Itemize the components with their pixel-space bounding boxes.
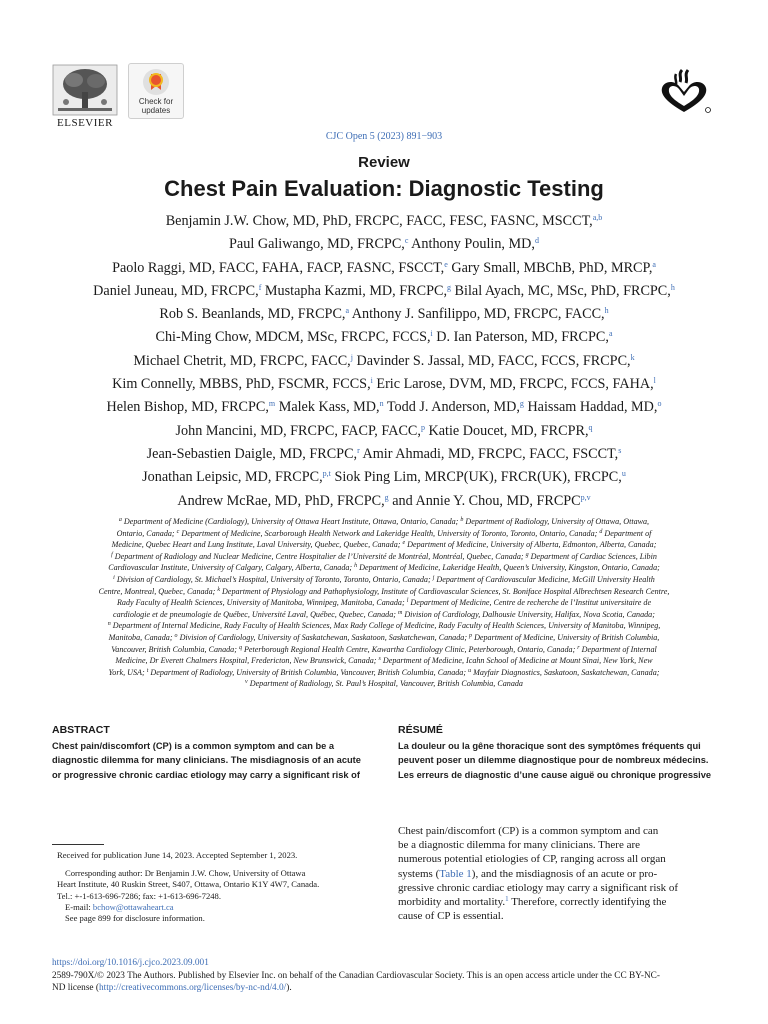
footnote-spacer — [57, 861, 377, 868]
affiliation-marker[interactable]: o — [657, 399, 662, 409]
affiliation-line — [54, 551, 714, 563]
affiliation-marker[interactable]: i — [370, 376, 373, 386]
text-segment: Department of Internal Medicine, Rady Faculty of Health Sciences, Max Rady College of Medicine, Rady Faculty of Health Sciences, University of Manitoba, Winnipeg, — [110, 621, 661, 631]
affiliation-marker[interactable]: g — [447, 282, 451, 292]
text-segment: Rady Faculty of Health Sciences, University of Manitoba, Winnipeg, Manitoba, Canada; — [116, 598, 407, 608]
affiliation-marker[interactable]: j — [350, 352, 353, 362]
affiliation-line — [54, 574, 714, 586]
affiliation-line — [54, 586, 714, 598]
check-for-updates-badge[interactable] — [128, 63, 184, 119]
text-segment: gressive chronic cardiac etiology may carry a significant risk of — [398, 881, 679, 894]
text-segment: numerous potential etiologies of CP, ranging across all organ — [398, 853, 666, 866]
text-segment: Manitoba, Canada; — [108, 632, 175, 642]
affiliation-list — [54, 516, 714, 690]
license-suffix: ). — [286, 982, 292, 993]
license-line-2 — [52, 983, 722, 995]
affiliation-marker[interactable]: u — [468, 667, 472, 674]
affiliation-marker[interactable]: p — [420, 422, 425, 432]
affiliation-marker[interactable]: l — [406, 598, 409, 605]
text-segment: Ontario, Canada; — [116, 528, 177, 538]
text-segment: Benjamin J.W. Chow, MD, PhD, FRCPC, FACC, FESC, FASNC, MSCCT, — [165, 213, 593, 229]
text-segment: Katie Doucet, MD, FRCPR, — [424, 422, 589, 439]
text-segment: Jonathan Leipsic, MD, FRCPC, — [142, 469, 323, 486]
text-segment: Paolo Raggi, MD, FACC, FAHA, FACP, FASNC, FSCCT, — [112, 259, 445, 276]
author-line — [40, 303, 728, 326]
affiliation-line — [54, 655, 714, 667]
license-line-1: 2589-790X/© 2023 The Authors. Published by Elsevier Inc. on behalf of the Canadian Cardiovascular Society. This is an open access article under the CC BY-NC- — [52, 971, 660, 981]
text-segment: Centre, Montreal, Quebec, Canada; — [98, 586, 218, 596]
resume-line: La douleur ou la gêne thoracique sont des symptômes fréquents qui — [398, 741, 701, 751]
text-segment: Davinder S. Jassal, MD, FACC, FCCS, FRCPC, — [352, 352, 631, 369]
affiliation-marker[interactable]: a — [608, 329, 613, 339]
publisher-name: ELSEVIER — [57, 117, 113, 129]
text-segment: Department of Medicine, Scarborough Health Network and Lakeridge Health, University of Toronto, Toronto, Ontario, Canada; — [179, 528, 600, 538]
text-segment: morbidity and mortality. — [398, 896, 506, 909]
affiliation-marker[interactable]: o — [174, 632, 178, 639]
affiliation-line — [54, 678, 714, 690]
text-segment: Helen Bishop, MD, FRCPC, — [106, 399, 269, 416]
author-list — [40, 210, 728, 513]
author-line — [40, 420, 728, 443]
text-segment: Rob S. Beanlands, MD, FRCPC, — [159, 306, 346, 323]
text-segment: and Annie Y. Chou, MD, FRCPC — [388, 492, 581, 509]
corresponding-author: Corresponding author: Dr Benjamin J.W. Chow, University of Ottawa — [65, 868, 306, 879]
affiliation-marker[interactable]: p,t — [322, 469, 331, 479]
journal-citation[interactable]: CJC Open 5 (2023) 891−903 — [325, 131, 443, 142]
affiliation-marker[interactable]: g — [519, 399, 524, 409]
text-segment: York, USA; — [108, 667, 147, 677]
affiliation-marker[interactable]: a — [118, 517, 122, 523]
affiliation-line — [54, 620, 714, 632]
text-segment: Amir Ahmadi, MD, FRCPC, FACC, FSCCT, — [359, 445, 619, 462]
author-line — [40, 257, 728, 280]
body-line — [398, 838, 716, 852]
affiliation-marker[interactable]: h — [670, 282, 675, 292]
doi-link[interactable]: https://doi.org/10.1016/j.cjco.2023.09.001 — [52, 958, 209, 968]
abstract-line: Chest pain/discomfort (CP) is a common symptom and can be a — [52, 741, 335, 751]
affiliation-line — [54, 539, 714, 551]
text-segment: John Mancini, MD, FRCPC, FACP, FACC, — [175, 422, 421, 439]
affiliation-marker[interactable]: q — [588, 422, 593, 432]
affiliation-marker[interactable]: c — [176, 528, 180, 535]
affiliation-marker[interactable]: p,v — [580, 492, 591, 502]
license-url-link[interactable]: http://creativecommons.org/licenses/by-nc-nd/4.0/ — [98, 982, 287, 993]
bookmark-update-icon — [142, 68, 170, 96]
corresponding-phone: Tel.: +-1-613-696-7286; fax: +1-613-696-7248. — [57, 890, 221, 901]
text-segment: Department of Medicine, University of Alberta, Edmonton, Alberta, Canada; — [405, 540, 657, 550]
disclosure-note: See page 899 for disclosure information. — [65, 913, 205, 924]
text-segment: Division of Cardiology, St. Michael’s Hospital, University of Toronto, Toronto, Ontario, Canada; — [114, 574, 433, 584]
text-segment: Medicine, Dr Everett Chalmers Hospital, Fredericton, New Brunswick, Canada; — [115, 656, 379, 666]
footnote-divider — [52, 844, 104, 845]
text-segment: Andrew McRae, MD, PhD, FRCPC, — [177, 492, 385, 509]
text-segment: Department of Radiology, St. Paul’s Hospital, Vancouver, British Columbia, Canada — [247, 679, 523, 689]
footnotes — [57, 850, 377, 924]
elsevier-logo — [52, 64, 118, 130]
elsevier-tree-icon — [52, 64, 118, 116]
affiliation-marker[interactable]: q — [238, 644, 242, 651]
body-intro-text — [398, 824, 716, 923]
text-segment: Malek Kass, MD, — [275, 399, 380, 416]
text-segment: Bilal Ayach, MC, MSc, PhD, FRCPC, — [451, 282, 671, 299]
affiliation-marker[interactable]: u — [621, 469, 626, 479]
text-segment: cause of CP is essential. — [398, 910, 504, 923]
author-line — [40, 396, 728, 419]
affiliation-marker[interactable]: b — [460, 517, 464, 523]
license-prefix: ND license ( — [52, 982, 99, 993]
resume-line: peuvent poser un dilemme diagnostique pour de nombreux médecins. — [398, 755, 709, 766]
affiliation-marker[interactable]: k — [630, 352, 635, 362]
affiliation-marker[interactable]: d — [534, 236, 539, 246]
text-segment: ), and the misdiagnosis of an acute or pro- — [471, 867, 658, 880]
text-segment: Department of Medicine (Cardiology), University of Ottawa Heart Institute, Ottawa, Ontario, Canada; — [121, 517, 461, 526]
affiliation-marker[interactable]: g — [384, 492, 389, 502]
check-updates-line-1: Check for — [138, 97, 174, 106]
affiliation-marker[interactable]: r — [357, 445, 360, 455]
text-segment: Kim Connelly, MBBS, PhD, FSCMR, FCCS, — [112, 376, 371, 393]
text-segment: Anthony Poulin, MD, — [408, 236, 535, 253]
affiliation-line — [54, 632, 714, 644]
author-line — [40, 280, 728, 303]
affiliation-line — [54, 528, 714, 540]
affiliation-marker[interactable]: m — [397, 609, 403, 616]
text-segment: Gary Small, MBChB, PhD, MRCP, — [447, 259, 653, 276]
text-segment: Department of Internal — [579, 644, 657, 654]
affiliation-marker[interactable]: s — [378, 656, 381, 663]
email-line — [57, 902, 377, 913]
corresponding-address: Heart Institute, 40 Ruskin Street, S407, Ottawa, Ontario K1Y 4W7, Canada. — [57, 879, 320, 890]
text-segment: Haissam Haddad, MD, — [523, 399, 658, 416]
resume-heading: RÉSUMÉ — [398, 724, 443, 736]
affiliation-marker[interactable]: n — [379, 399, 384, 409]
affiliation-line — [54, 562, 714, 574]
affiliation-marker[interactable]: j — [432, 574, 435, 581]
affiliation-line — [54, 609, 714, 621]
text-segment: Therefore, correctly identifying the — [508, 896, 667, 909]
text-segment: Department of Medicine, University of British Columbia, — [472, 632, 660, 642]
text-segment: Department of Physiology and Pathophysiology, Institute of Cardiovascular Sciences, St. Boniface Hospital Albrechtsen Research Centre, — [220, 586, 670, 596]
cardiovascular-society-logo — [652, 66, 716, 118]
resume-text — [398, 739, 716, 782]
text-segment: Mustapha Kazmi, MD, FRCPC, — [261, 282, 447, 299]
affiliation-marker[interactable]: h — [604, 306, 609, 316]
affiliation-marker[interactable]: m — [268, 399, 276, 409]
affiliation-marker[interactable]: g — [525, 551, 529, 558]
affiliation-marker[interactable]: r — [577, 644, 580, 651]
affiliation-line — [54, 667, 714, 679]
affiliation-marker[interactable]: d — [599, 528, 603, 535]
text-segment: Department of Cardiac Sciences, Libin — [528, 551, 657, 561]
text-segment: Paul Galiwango, MD, FRCPC, — [229, 236, 405, 253]
article-title: Chest Pain Evaluation: Diagnostic Testing — [164, 176, 604, 201]
table-reference-link[interactable]: Table 1 — [439, 867, 472, 880]
affiliation-marker[interactable]: c — [404, 236, 409, 246]
affiliation-marker[interactable]: n — [107, 621, 111, 628]
text-segment: Department of — [602, 528, 652, 538]
text-segment: Department of Cardiovascular Medicine, McGill University Health — [434, 574, 655, 584]
body-line — [398, 824, 716, 838]
text-segment: cardiologie et de pneumologie de Québec, Université Laval, Québec, Quebec, Canada; — [113, 609, 398, 619]
text-segment: Department of Radiology, University of Ottawa, Ottawa, — [463, 517, 650, 526]
author-line — [40, 326, 728, 349]
affiliation-marker[interactable]: a — [652, 259, 656, 269]
abstract-line: diagnostic dilemma for many clinicians. The misdiagnosis of an acute — [52, 755, 361, 766]
text-segment: Department of Medicine, Lakeridge Health, Queen’s University, Kingston, Ontario, Canada; — [357, 563, 660, 573]
abstract-text — [52, 739, 370, 782]
text-segment: Michael Chetrit, MD, FRCPC, FACC, — [133, 352, 351, 369]
affiliation-marker[interactable]: t — [146, 667, 149, 674]
affiliation-marker[interactable]: i — [113, 574, 115, 581]
body-line — [398, 852, 716, 866]
affiliation-marker[interactable]: v — [245, 679, 248, 686]
email-link[interactable]: bchow@ottawaheart.ca — [92, 901, 174, 912]
body-line — [398, 881, 716, 895]
affiliation-marker[interactable]: p — [469, 632, 473, 639]
affiliation-marker[interactable]: f — [258, 282, 262, 292]
affiliation-marker[interactable]: e — [444, 259, 448, 269]
text-segment: be a diagnostic dilemma for many clinicians. There are — [398, 839, 641, 852]
text-segment: Cardiovascular Institute, University of Calgary, Calgary, Alberta, Canada; — [108, 563, 355, 573]
text-segment: Medicine, Quebec Heart and Lung Institute, Laval University, Quebec, Quebec, Canada; — [111, 540, 403, 550]
text-segment: Chi-Ming Chow, MDCM, MSc, FRCPC, FCCS, — [155, 329, 431, 346]
text-segment: Department of Medicine, Icahn School of Medicine at Mount Sinai, New York, New — [380, 656, 653, 666]
affiliation-marker[interactable]: a — [345, 306, 350, 316]
text-segment: Chest pain/discomfort (CP) is a common symptom and can — [398, 825, 659, 837]
affiliation-marker[interactable]: 1 — [505, 895, 509, 904]
text-segment: D. Ian Paterson, MD, FRCPC, — [432, 329, 609, 346]
affiliation-marker[interactable]: s — [618, 445, 622, 455]
text-segment: Department of Radiology and Nuclear Medicine, Centre Hospitalier de l’Université de Montréal, Montréal, Quebec, Canada; — [112, 551, 526, 561]
affiliation-line — [54, 644, 714, 656]
affiliation-marker[interactable]: i — [430, 329, 433, 339]
article-type: Review — [358, 154, 410, 171]
email-label: E-mail: — [65, 901, 93, 912]
affiliation-marker[interactable]: a,b — [592, 213, 603, 222]
text-segment: Division of Cardiology, Dalhousie University, Halifax, Nova Scotia, Canada; — [402, 609, 655, 619]
affiliation-marker[interactable]: f — [111, 551, 113, 558]
body-line — [398, 909, 716, 923]
author-line — [40, 466, 728, 489]
abstract-heading: ABSTRACT — [52, 724, 110, 736]
author-line — [40, 350, 728, 373]
text-segment: Department of Radiology, University of British Columbia, Vancouver, British Columbia, Canada; — [148, 667, 469, 677]
text-segment: Department of Medicine, Centre de recherche de l’Institut universitaire de — [408, 598, 652, 608]
affiliation-marker[interactable]: l — [653, 376, 656, 386]
body-line — [398, 895, 716, 909]
text-segment: systems ( — [398, 867, 440, 880]
resume-line: Les erreurs de diagnostic d’une cause aiguë ou chronique progressive — [398, 769, 712, 780]
author-line — [40, 443, 728, 466]
text-segment: Mayfair Diagnostics, Saskatoon, Saskatchewan, Canada; — [471, 667, 660, 677]
license-statement — [52, 971, 722, 994]
text-segment: Todd J. Anderson, MD, — [383, 399, 520, 416]
check-updates-line-2: updates — [141, 106, 171, 115]
author-line — [40, 210, 728, 233]
body-line — [398, 867, 716, 881]
affiliation-marker[interactable]: e — [402, 540, 406, 547]
affiliation-line — [54, 516, 714, 528]
abstract-line: or progressive chronic cardiac etiology may carry a significant risk of — [52, 769, 360, 780]
text-segment: Eric Larose, DVM, MD, FRCPC, FCCS, FAHA, — [372, 376, 654, 393]
received-dates: Received for publication June 14, 2023. Accepted September 1, 2023. — [57, 850, 298, 860]
text-segment: Peterborough Regional Health Centre, Kawartha Cardiology Clinic, Peterborough, Ontario, Canada; — [241, 644, 578, 654]
text-segment: Anthony J. Sanfilippo, MD, FRCPC, FACC, — [349, 306, 605, 323]
text-segment: Vancouver, British Columbia, Canada; — [111, 644, 239, 654]
text-segment: Division of Cardiology, University of Saskatchewan, Saskatoon, Saskatchewan, Canada; — [177, 632, 470, 642]
text-segment: Jean-Sebastien Daigle, MD, FRCPC, — [146, 445, 358, 462]
text-segment: Siok Ping Lim, MRCP(UK), FRCR(UK), FRCPC, — [330, 469, 622, 486]
author-line — [40, 373, 728, 396]
check-updates-label — [129, 97, 183, 115]
affiliation-marker[interactable]: h — [354, 563, 358, 570]
affiliation-line — [54, 597, 714, 609]
affiliation-marker[interactable]: k — [217, 586, 221, 593]
text-segment: Daniel Juneau, MD, FRCPC, — [93, 282, 259, 299]
author-line — [40, 233, 728, 256]
author-line — [40, 490, 728, 513]
